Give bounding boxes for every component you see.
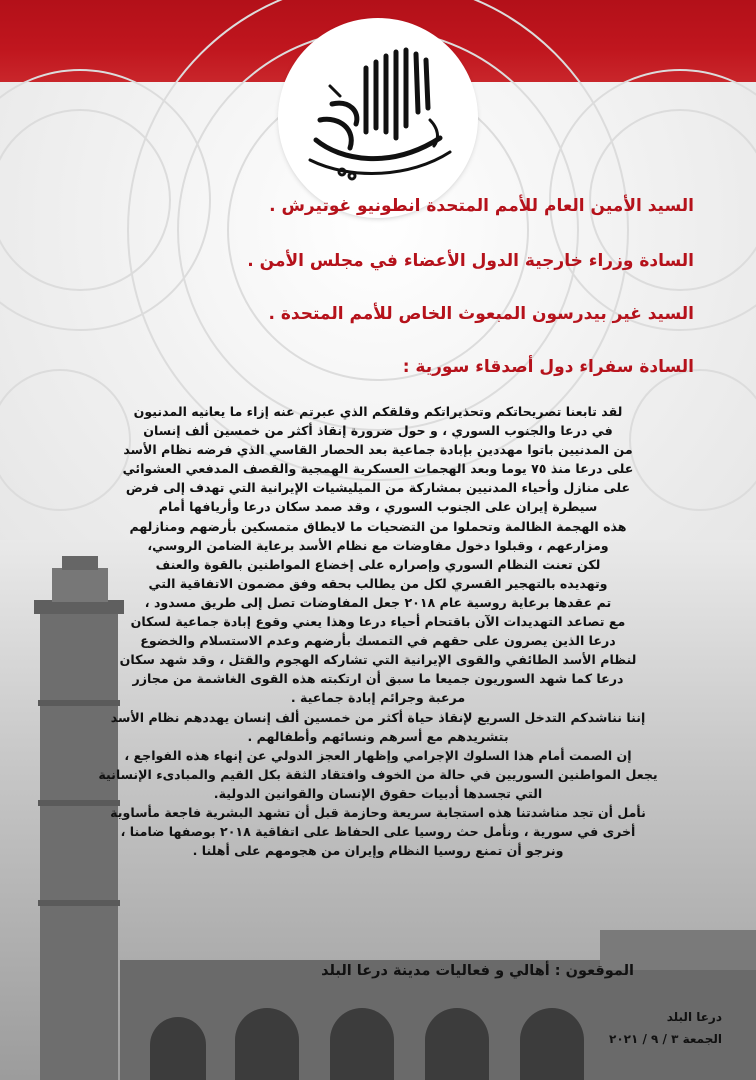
body-line: هذه الهجمة الظالمة وتحملوا من التضحيات ما لايطاق متمسكين بأرضهم ومنازلهم: [129, 518, 627, 534]
letter-body: [20, 402, 736, 860]
signatories: الموقعون : أهالي و فعاليات مدينة درعا البلد: [321, 963, 634, 979]
addressee-special-envoy: السيد غير بيدرسون المبعوث الخاص للأمم المتحدة .: [268, 304, 694, 324]
body-line: ونرجو أن تمنع روسيا النظام وإيران من هجومهم على أهلنا .: [192, 843, 564, 859]
body-line: لقد تابعنا تصريحاتكم وتحذيراتكم وقلقكم الذي عبرتم عنه إزاء ما يعانيه المدنيون: [133, 404, 623, 419]
body-line: من المدنيين باتوا مهددين بإبادة جماعية بعد الحصار القاسي الذي فرضه نظام الأسد: [123, 442, 633, 458]
arches-silhouette: [120, 930, 756, 1080]
body-line: لنظام الأسد الطائفي والقوى الإيرانية التي تشاركه الهجوم والقتل ، وقد شهد سكان: [119, 652, 637, 668]
body-line: على منازل وأحياء المدنيين بمشاركة من الميليشيات الإيرانية التي تهدف إلى فرض: [125, 480, 631, 496]
basmala-calligraphy-seal: [280, 20, 476, 216]
addressee-ambassadors: السادة سفراء دول أصدقاء سورية :: [402, 357, 694, 377]
body-line: وتهديده بالتهجير القسري لكل من يطالب بحقه وفق مضمون الاتفاقية التي: [148, 575, 608, 591]
body-line: في درعا والجنوب السوري ، و حول ضرورة إنقاذ أكثر من خمسين ألف إنسان: [143, 423, 613, 439]
body-line: مرعبة وجرائم إبادة جماعية .: [290, 690, 466, 706]
body-line: ومزارعهم ، وقبلوا دخول مفاوضات مع نظام الأسد برعاية الضامن الروسي،: [147, 537, 609, 553]
body-line: نأمل أن تجد مناشدتنا هذه استجابة سريعة وحازمة قبل أن تشهد البشرية فاجعة مأساوية: [110, 804, 646, 820]
body-line: على درعا منذ ٧٥ يوما وبعد الهجمات العسكرية الهمجية والقصف المدفعي العشوائي: [122, 461, 634, 477]
body-line: أخرى في سورية ، ونأمل حث روسيا على الحفاظ على اتفاقية ٢٠١٨ بوصفها ضامنا ،: [120, 824, 636, 840]
body-line: لكن تعنت النظام السوري وإصراره على إخضاع المواطنين بالقوة والعنف: [155, 556, 601, 572]
date-line: الجمعة ٣ / ٩ / ٢٠٢١: [609, 1032, 722, 1046]
addressee-secretary-general: السيد الأمين العام للأمم المتحدة انطونيو غوتيرش .: [269, 196, 694, 216]
calligraphy-logo: [280, 20, 476, 216]
body-line: بتشريدهم مع أسرهم ونسائهم وأطفالهم .: [247, 728, 509, 744]
addressee-foreign-ministers: السادة وزراء خارجية الدول الأعضاء في مجلس الأمن .: [247, 251, 694, 271]
body-line: سيطرة إيران على الجنوب السوري ، وقد صمد سكان درعا وأريافها أمام: [158, 499, 598, 515]
body-line: إننا نناشدكم التدخل السريع لإنقاذ حياة أكثر من خمسين ألف إنسان يهددهم نظام الأسد: [110, 709, 646, 725]
place-name: درعا البلد: [666, 1010, 722, 1024]
body-line: درعا الذين يصرون على حقهم في التمسك بأرضهم وعدم الاستسلام والخضوع: [140, 633, 616, 649]
body-line: مع تصاعد التهديدات الآن باقتحام أحياء درعا وهذا يعني وقوع إبادة جماعية لسكان: [130, 614, 626, 630]
body-line: درعا كما شهد السوريون جميعا ما سبق أن ارتكبته هذه القوى الغاشمة من مجازر: [132, 671, 624, 687]
body-line: التي تجسدها أدبيات حقوق الإنسان والقوانين الدولية.: [213, 785, 543, 801]
body-line: تم عقدها برعاية روسية عام ٢٠١٨ جعل المفاوضات تصل إلى طريق مسدود ،: [144, 594, 612, 610]
body-line: يجعل المواطنين السوريين في حالة من الخوف وافتقاد الثقة بكل القيم والمبادىء الإنسانية: [98, 766, 658, 782]
body-line: إن الصمت أمام هذا السلوك الإجرامي وإظهار العجز الدولي عن إنهاء هذه الفواجع ،: [124, 747, 632, 763]
